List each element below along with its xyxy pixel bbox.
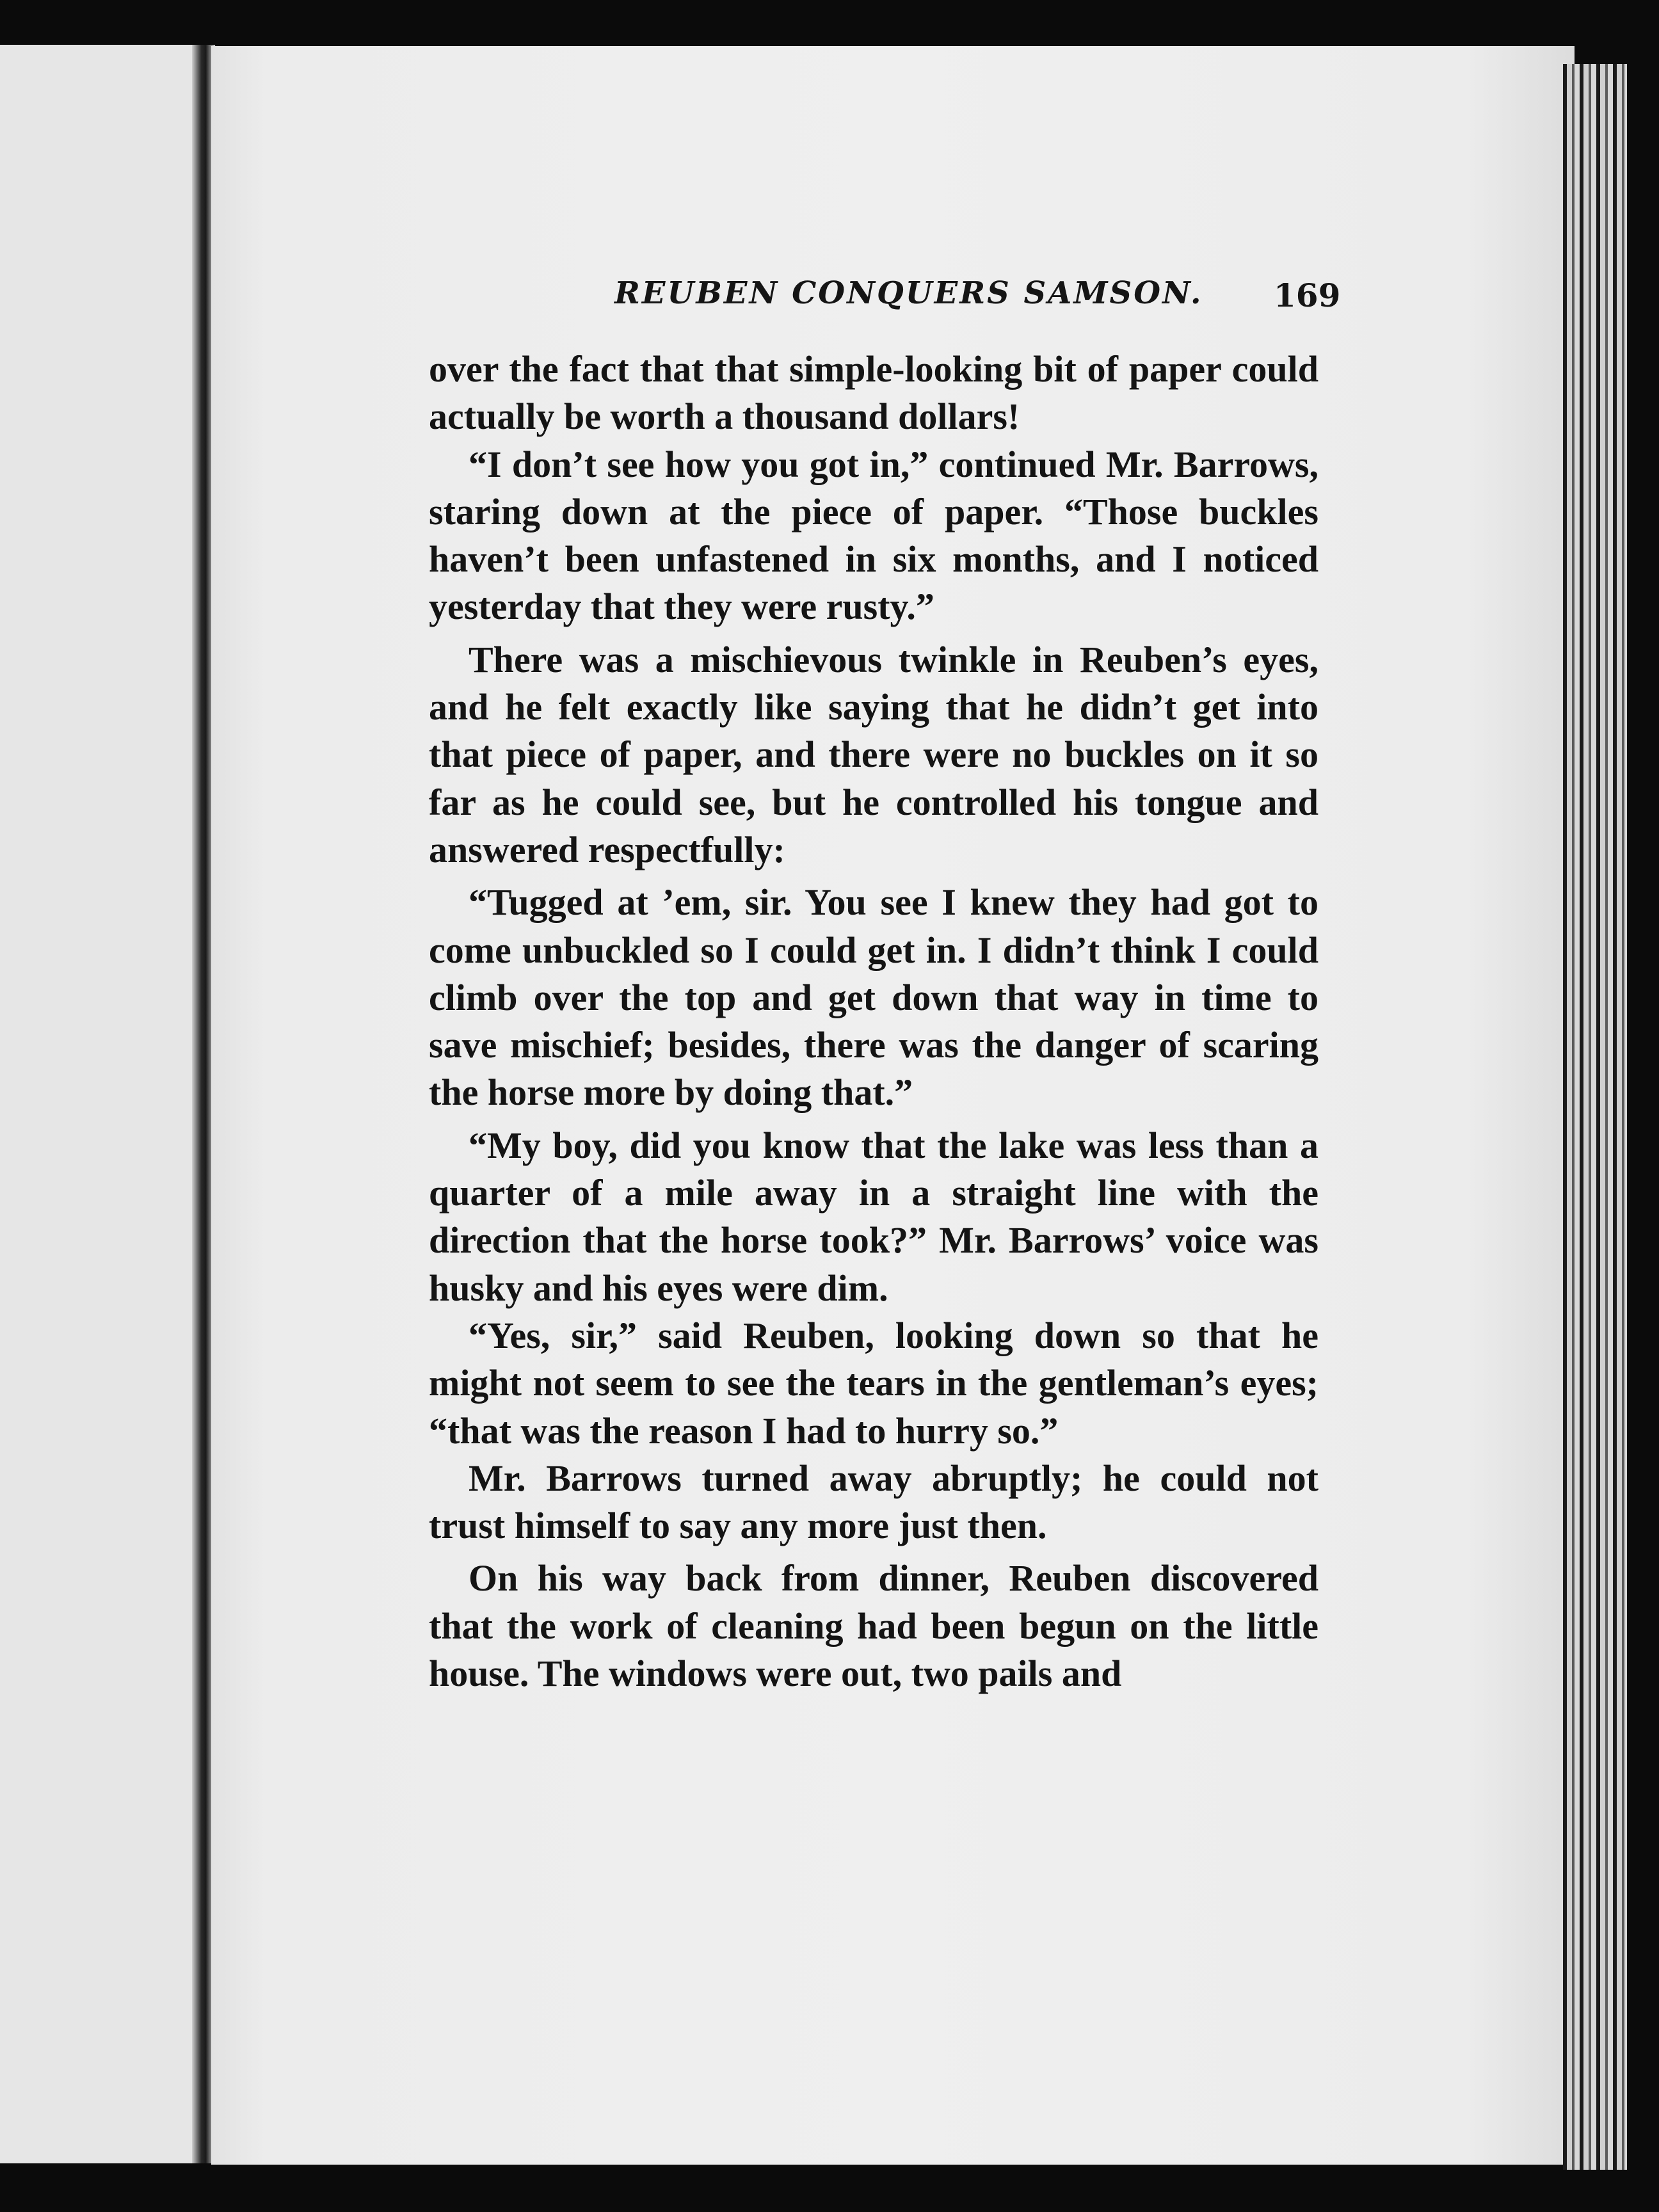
paragraph: There was a mischievous twinkle in Reuben’s eyes, and he felt exactly like saying that he didn’t get into that piece of paper, and there were no buckles on it so far as he could see, but he controlled his tongue and answered respectfully: bbox=[429, 638, 1318, 870]
paragraph: “My boy, did you know that the lake was less than a quarter of a mile away in a straight line with the direction that the horse took?” Mr. Barrows’ voice was husky and his eyes were dim. bbox=[429, 1124, 1318, 1309]
facing-page bbox=[0, 45, 207, 2163]
paragraph: “I don’t see how you got in,” continued Mr. Barrows, staring down at the piece of paper. “Those buckles haven’t been unfastened in six months, and I noticed yesterday that they were rusty.” bbox=[429, 443, 1318, 628]
paragraph: “Tugged at ’em, sir. You see I knew they had got to come unbuckled so I could get in. I didn’t think I could climb over the top and get down that way in time to save mischief; besides, there was the danger of scaring the horse more by doing that.” bbox=[429, 881, 1318, 1114]
body-text bbox=[429, 346, 1318, 1697]
paragraph: over the fact that that simple-looking bit of paper could actually be worth a thousand dollars! bbox=[429, 348, 1318, 438]
paragraph: Mr. Barrows turned away abruptly; he could not trust himself to say any more just then. bbox=[429, 1457, 1318, 1547]
running-head: REUBEN CONQUERS SAMSON. bbox=[614, 275, 1203, 311]
page-number: 169 bbox=[1274, 276, 1341, 314]
paragraph: On his way back from dinner, Reuben discovered that the work of cleaning had been begun on the little house. The windows were out, two pails and bbox=[429, 1557, 1318, 1695]
page-edges bbox=[1563, 64, 1627, 2170]
paragraph: “Yes, sir,” said Reuben, looking down so that he might not seem to see the tears in the gentleman’s eyes; “that was the reason I had to hurry so.” bbox=[429, 1314, 1318, 1452]
